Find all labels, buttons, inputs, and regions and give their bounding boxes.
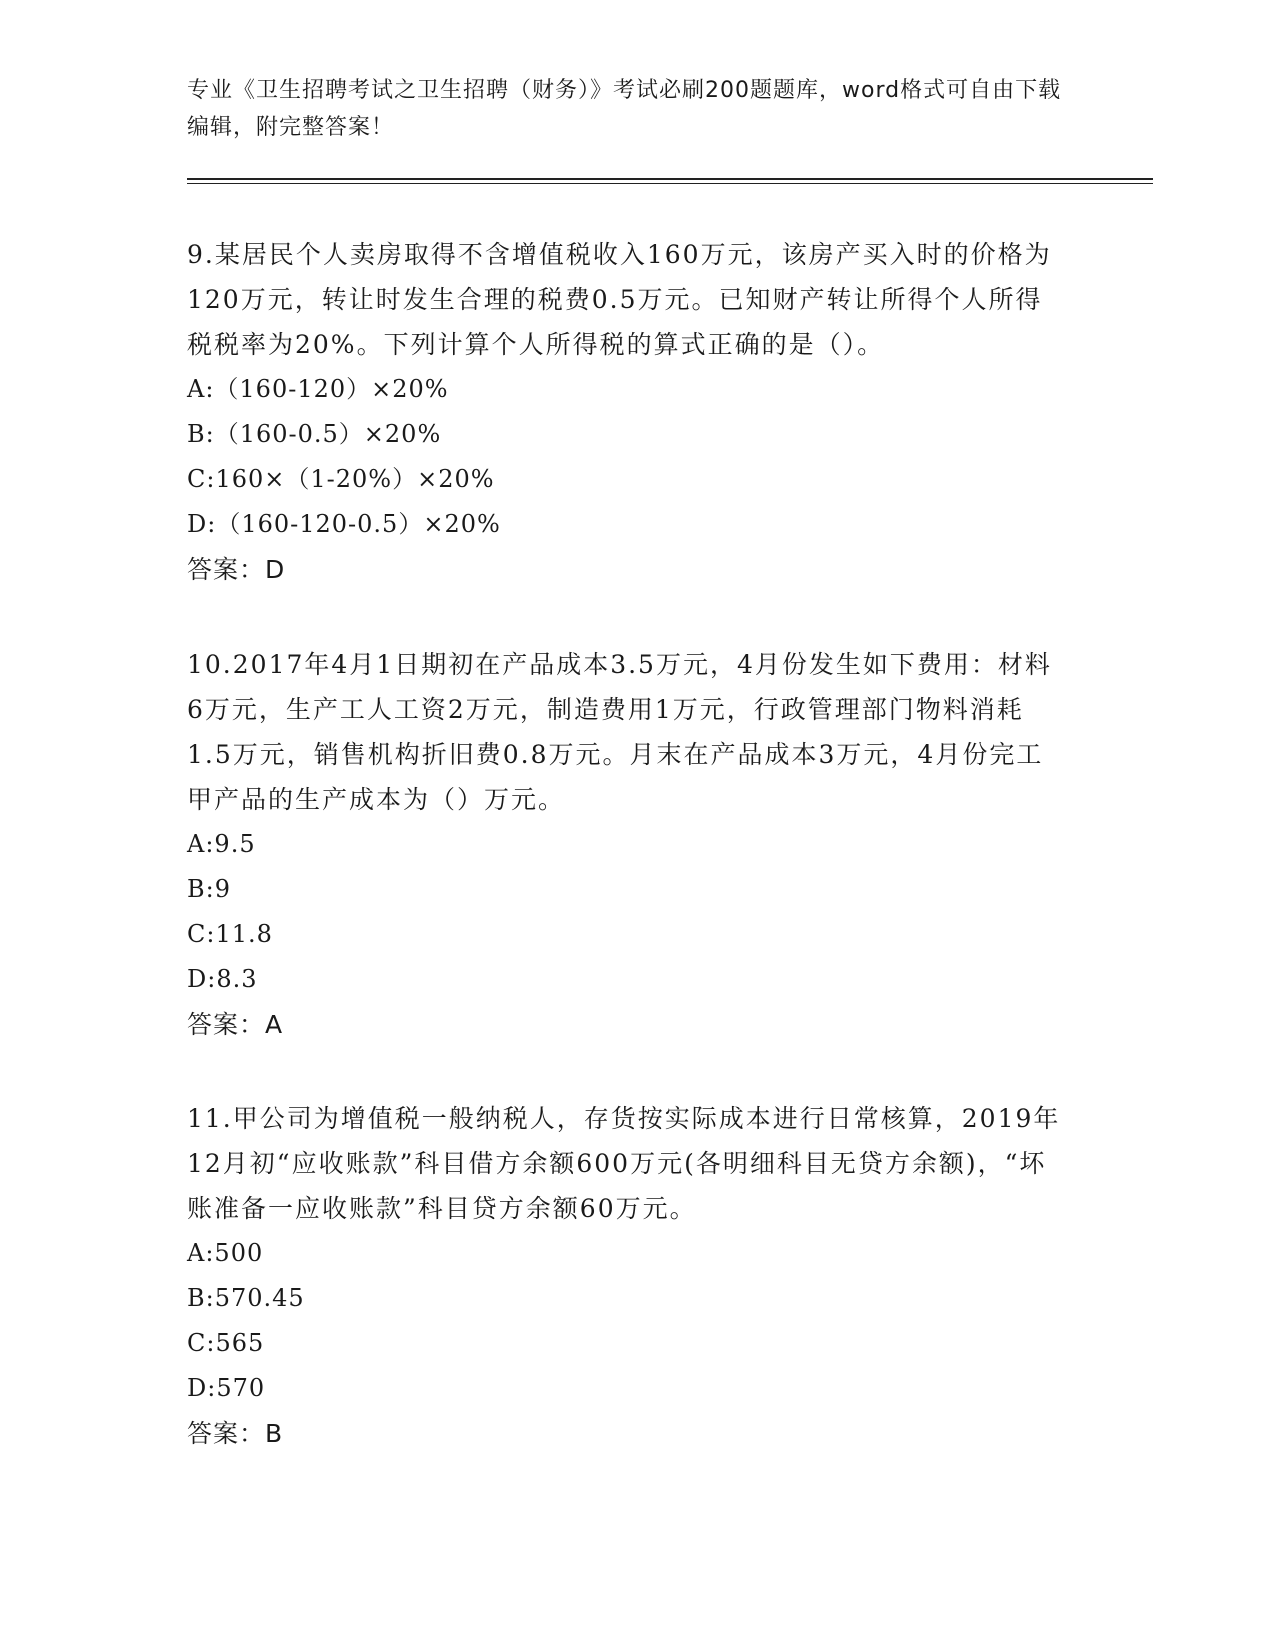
question-10 bbox=[187, 642, 1067, 1047]
option-b: B:9 bbox=[187, 875, 231, 903]
answer-line: 答案：A bbox=[187, 1010, 284, 1039]
question-stem: 9.某居民个人卖房取得不含增值税收入160万元，该房产买入时的价格为120万元，转让时发生合理的税费0.5万元。已知财产转让所得个人所得税税率为20%。下列计算个人所得税的算式正确的是（）。 bbox=[187, 240, 1052, 359]
question-stem: 11.甲公司为增值税一般纳税人，存货按实际成本进行日常核算，2019年12月初“应收账款”科目借方余额600万元(各明细科目无贷方余额)，“坏账准备一应收账款”科目贷方余额60万元。 bbox=[187, 1104, 1061, 1223]
option-d: D:（160-120-0.5）×20% bbox=[187, 510, 501, 538]
option-b: B:570.45 bbox=[187, 1284, 305, 1312]
document-header-title: 专业《卫生招聘考试之卫生招聘（财务）》考试必刷200题题库，word格式可自由下载编辑，附完整答案！ bbox=[187, 78, 1062, 140]
option-c: C:160×（1-20%）×20% bbox=[187, 465, 495, 493]
question-stem: 10.2017年4月1日期初在产品成本3.5万元，4月份发生如下费用：材料6万元，生产工人工资2万元，制造费用1万元，行政管理部门物料消耗1.5万元，销售机构折旧费0.8万元。月末在产品成本3万元，4月份完工甲产品的生产成本为（）万元。 bbox=[187, 650, 1052, 814]
question-11 bbox=[187, 1096, 1067, 1456]
option-c: C:565 bbox=[187, 1329, 265, 1357]
header-divider-thick bbox=[187, 178, 1153, 180]
question-9 bbox=[187, 232, 1067, 592]
option-a: A:（160-120）×20% bbox=[187, 375, 449, 403]
option-d: D:8.3 bbox=[187, 965, 258, 993]
option-a: A:500 bbox=[187, 1239, 264, 1267]
option-c: C:11.8 bbox=[187, 920, 273, 948]
answer-line: 答案：B bbox=[187, 1419, 284, 1448]
answer-line: 答案：D bbox=[187, 555, 286, 584]
header-divider-thin bbox=[187, 183, 1153, 184]
option-d: D:570 bbox=[187, 1374, 266, 1402]
option-a: A:9.5 bbox=[187, 830, 256, 858]
option-b: B:（160-0.5）×20% bbox=[187, 420, 442, 448]
